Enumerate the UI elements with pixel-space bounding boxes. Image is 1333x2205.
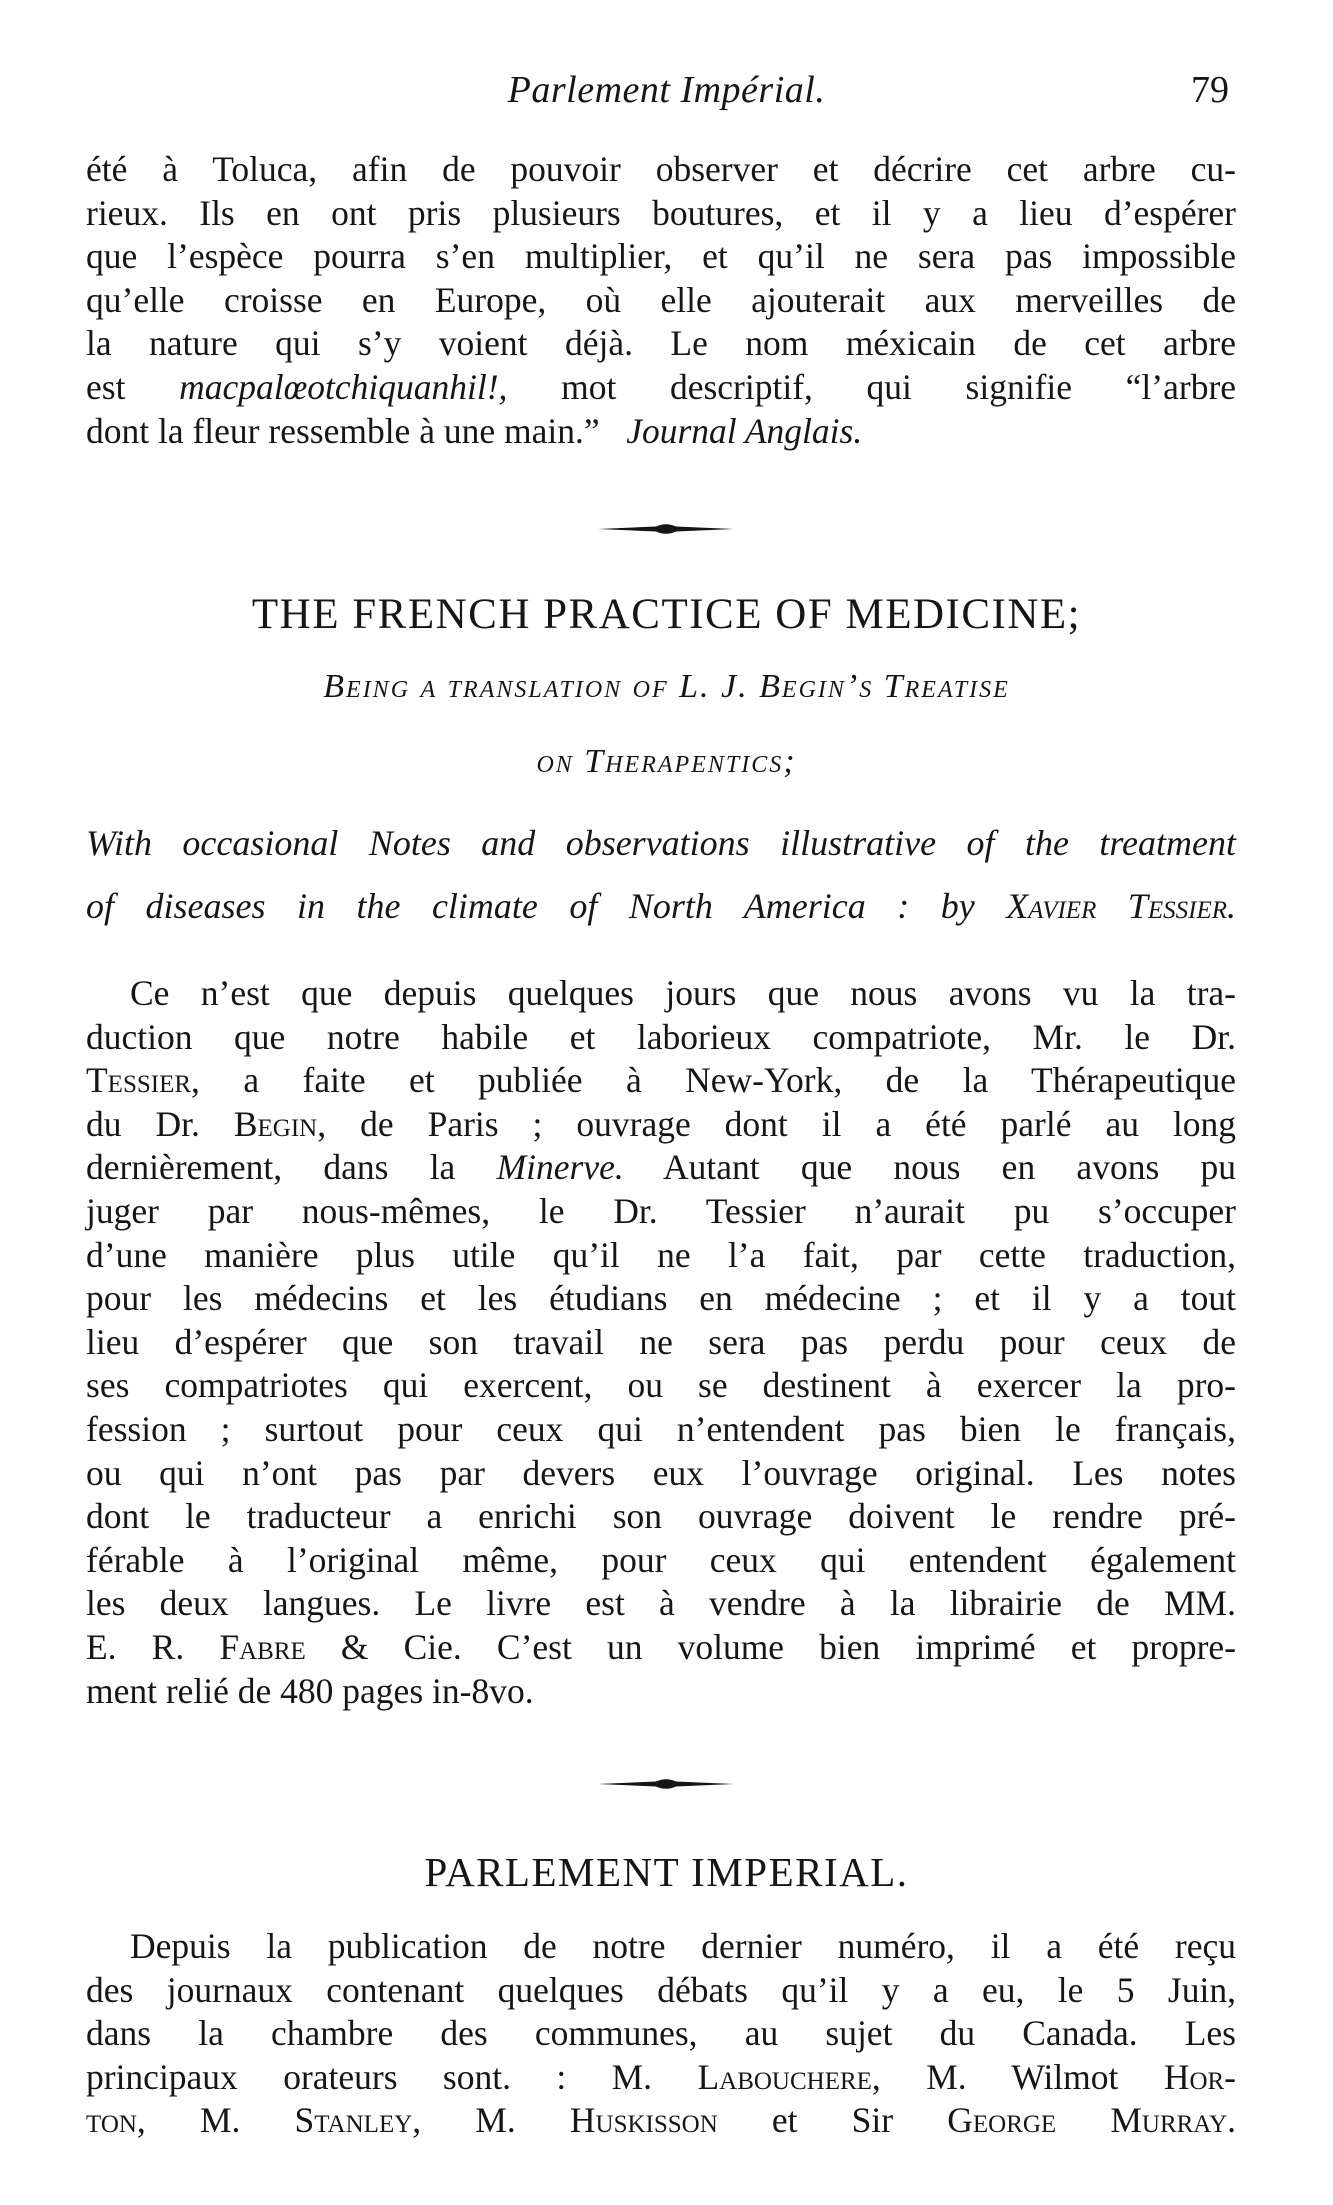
text-run: Autant que nous en avons pu	[663, 1147, 1237, 1188]
text-line	[86, 1103, 1236, 1147]
source-citation: Journal Anglais.	[626, 410, 863, 451]
text-run: est	[86, 366, 126, 407]
text-line: fession ; surtout pour ceux qui n’entendent pas bien le français,	[86, 1408, 1236, 1449]
person-name: George Murray.	[947, 2100, 1236, 2141]
subtitle-author-line	[86, 885, 1236, 927]
intro-paragraph	[86, 148, 1236, 453]
text-line: des journaux contenant quelques débats qu’il y a eu, le 5 Juin,	[86, 1969, 1236, 2010]
text-line: férable à l’original même, pour ceux qui entendent également	[86, 1539, 1236, 1580]
ornament-rule	[596, 1775, 736, 1793]
text-run: of diseases in the climate of North America : by	[86, 886, 975, 926]
text-line: d’une manière plus utile qu’il ne l’a fait, par cette traduction,	[86, 1234, 1236, 1275]
text-line: Ce n’est que depuis quelques jours que nous avons vu la tra-	[130, 973, 1236, 1013]
person-name: Hor-	[1163, 2056, 1237, 2097]
text-line	[86, 2056, 1236, 2100]
text-line: dans la chambre des communes, au sujet du Canada. Les	[86, 2013, 1236, 2054]
text-line: ses compatriotes qui exercent, ou se destinent à exercer la pro-	[86, 1365, 1236, 1406]
text-line: les deux langues. Le livre est à vendre à la librairie de MM.	[86, 1583, 1236, 1624]
text-line: rieux. Ils en ont pris plusieurs boutures, et il y a lieu d’espérer	[86, 192, 1236, 233]
text-run: dont la fleur ressemble à une main.”	[86, 410, 600, 451]
person-name: Tessier,	[86, 1060, 200, 1101]
author-name: Xavier Tessier.	[1006, 886, 1236, 926]
section-heading-parlement: PARLEMENT IMPERIAL.	[424, 1849, 909, 1895]
text-line	[86, 410, 1236, 454]
text-line	[86, 1059, 1236, 1103]
text-line: juger par nous-mêmes, le Dr. Tessier n’aurait pu s’occuper	[86, 1190, 1236, 1231]
text-line: duction que notre habile et laborieux compatriote, Mr. le Dr.	[86, 1016, 1236, 1057]
text-line: ment relié de 480 pages in-8vo.	[86, 1670, 534, 1711]
person-name: Stanley,	[294, 2100, 422, 2141]
ornament-rule	[596, 520, 736, 538]
text-line: dont le traducteur a enrichi son ouvrage doivent le rendre pré-	[86, 1496, 1236, 1537]
page-header	[0, 68, 1333, 118]
text-line: ou qui n’ont pas par devers eux l’ouvrage original. Les notes	[86, 1452, 1236, 1493]
text-line: Depuis la publication de notre dernier numéro, il a été reçu	[130, 1926, 1236, 1966]
journal-name: Minerve.	[496, 1147, 624, 1188]
person-name: Fabre	[219, 1626, 306, 1667]
text-line: été à Toluca, afin de pouvoir observer et décrire cet arbre cu-	[86, 149, 1236, 189]
parlement-paragraph	[86, 1925, 1236, 2143]
text-run: M.	[475, 2100, 516, 2141]
page-number: 79	[1191, 69, 1229, 111]
text-run: a faite et publiée à New-York, de la Thérapeutique	[243, 1060, 1237, 1101]
text-run: du Dr.	[86, 1103, 200, 1144]
text-line: lieu d’espérer que son travail ne sera pas perdu pour ceux de	[86, 1321, 1236, 1362]
mexican-name: macpalœotchiquanhil!,	[179, 366, 508, 407]
text-run: et Sir	[771, 2100, 894, 2141]
text-line	[86, 1146, 1236, 1190]
running-title: Parlement Impérial.	[507, 69, 826, 111]
person-name: ton,	[86, 2100, 146, 2141]
text-run: mot descriptif, qui signifie “l’arbre	[561, 366, 1237, 407]
person-name: Labouchere,	[697, 2056, 881, 2097]
text-run: M. Wilmot	[926, 2056, 1119, 2097]
text-line	[86, 1626, 1236, 1670]
text-line	[86, 2099, 1236, 2143]
text-line: la nature qui s’y voient déjà. Le nom méxicain de cet arbre	[86, 323, 1236, 364]
person-name: Begin,	[233, 1103, 327, 1144]
text-run: principaux orateurs sont. : M.	[86, 2056, 653, 2097]
text-run: & Cie. C’est un volume bien imprimé et propre-	[340, 1626, 1237, 1667]
person-name: Huskisson	[569, 2100, 718, 2141]
text-run: de Paris ; ouvrage dont il a été parlé au long	[360, 1103, 1237, 1144]
text-run: dernièrement, dans la	[86, 1147, 456, 1188]
text-run: M.	[199, 2100, 241, 2141]
text-line: qu’elle croisse en Europe, où elle ajouterait aux merveilles de	[86, 279, 1236, 320]
section-heading-french-practice: THE FRENCH PRACTICE OF MEDICINE;	[251, 591, 1082, 638]
review-paragraph	[86, 972, 1236, 1713]
text-run: E. R.	[86, 1626, 185, 1667]
subtitle-translation: Being a translation of L. J. Begin’s Treatise	[323, 668, 1010, 705]
subtitle-therapeutics: on Therapentics;	[536, 743, 797, 780]
text-line: que l’espèce pourra s’en multiplier, et qu’il ne sera pas impossible	[86, 236, 1236, 277]
text-line	[86, 366, 1236, 410]
text-line: pour les médecins et les étudians en médecine ; et il y a tout	[86, 1278, 1236, 1319]
subtitle-notes: With occasional Notes and observations illustrative of the treatment	[86, 823, 1236, 863]
